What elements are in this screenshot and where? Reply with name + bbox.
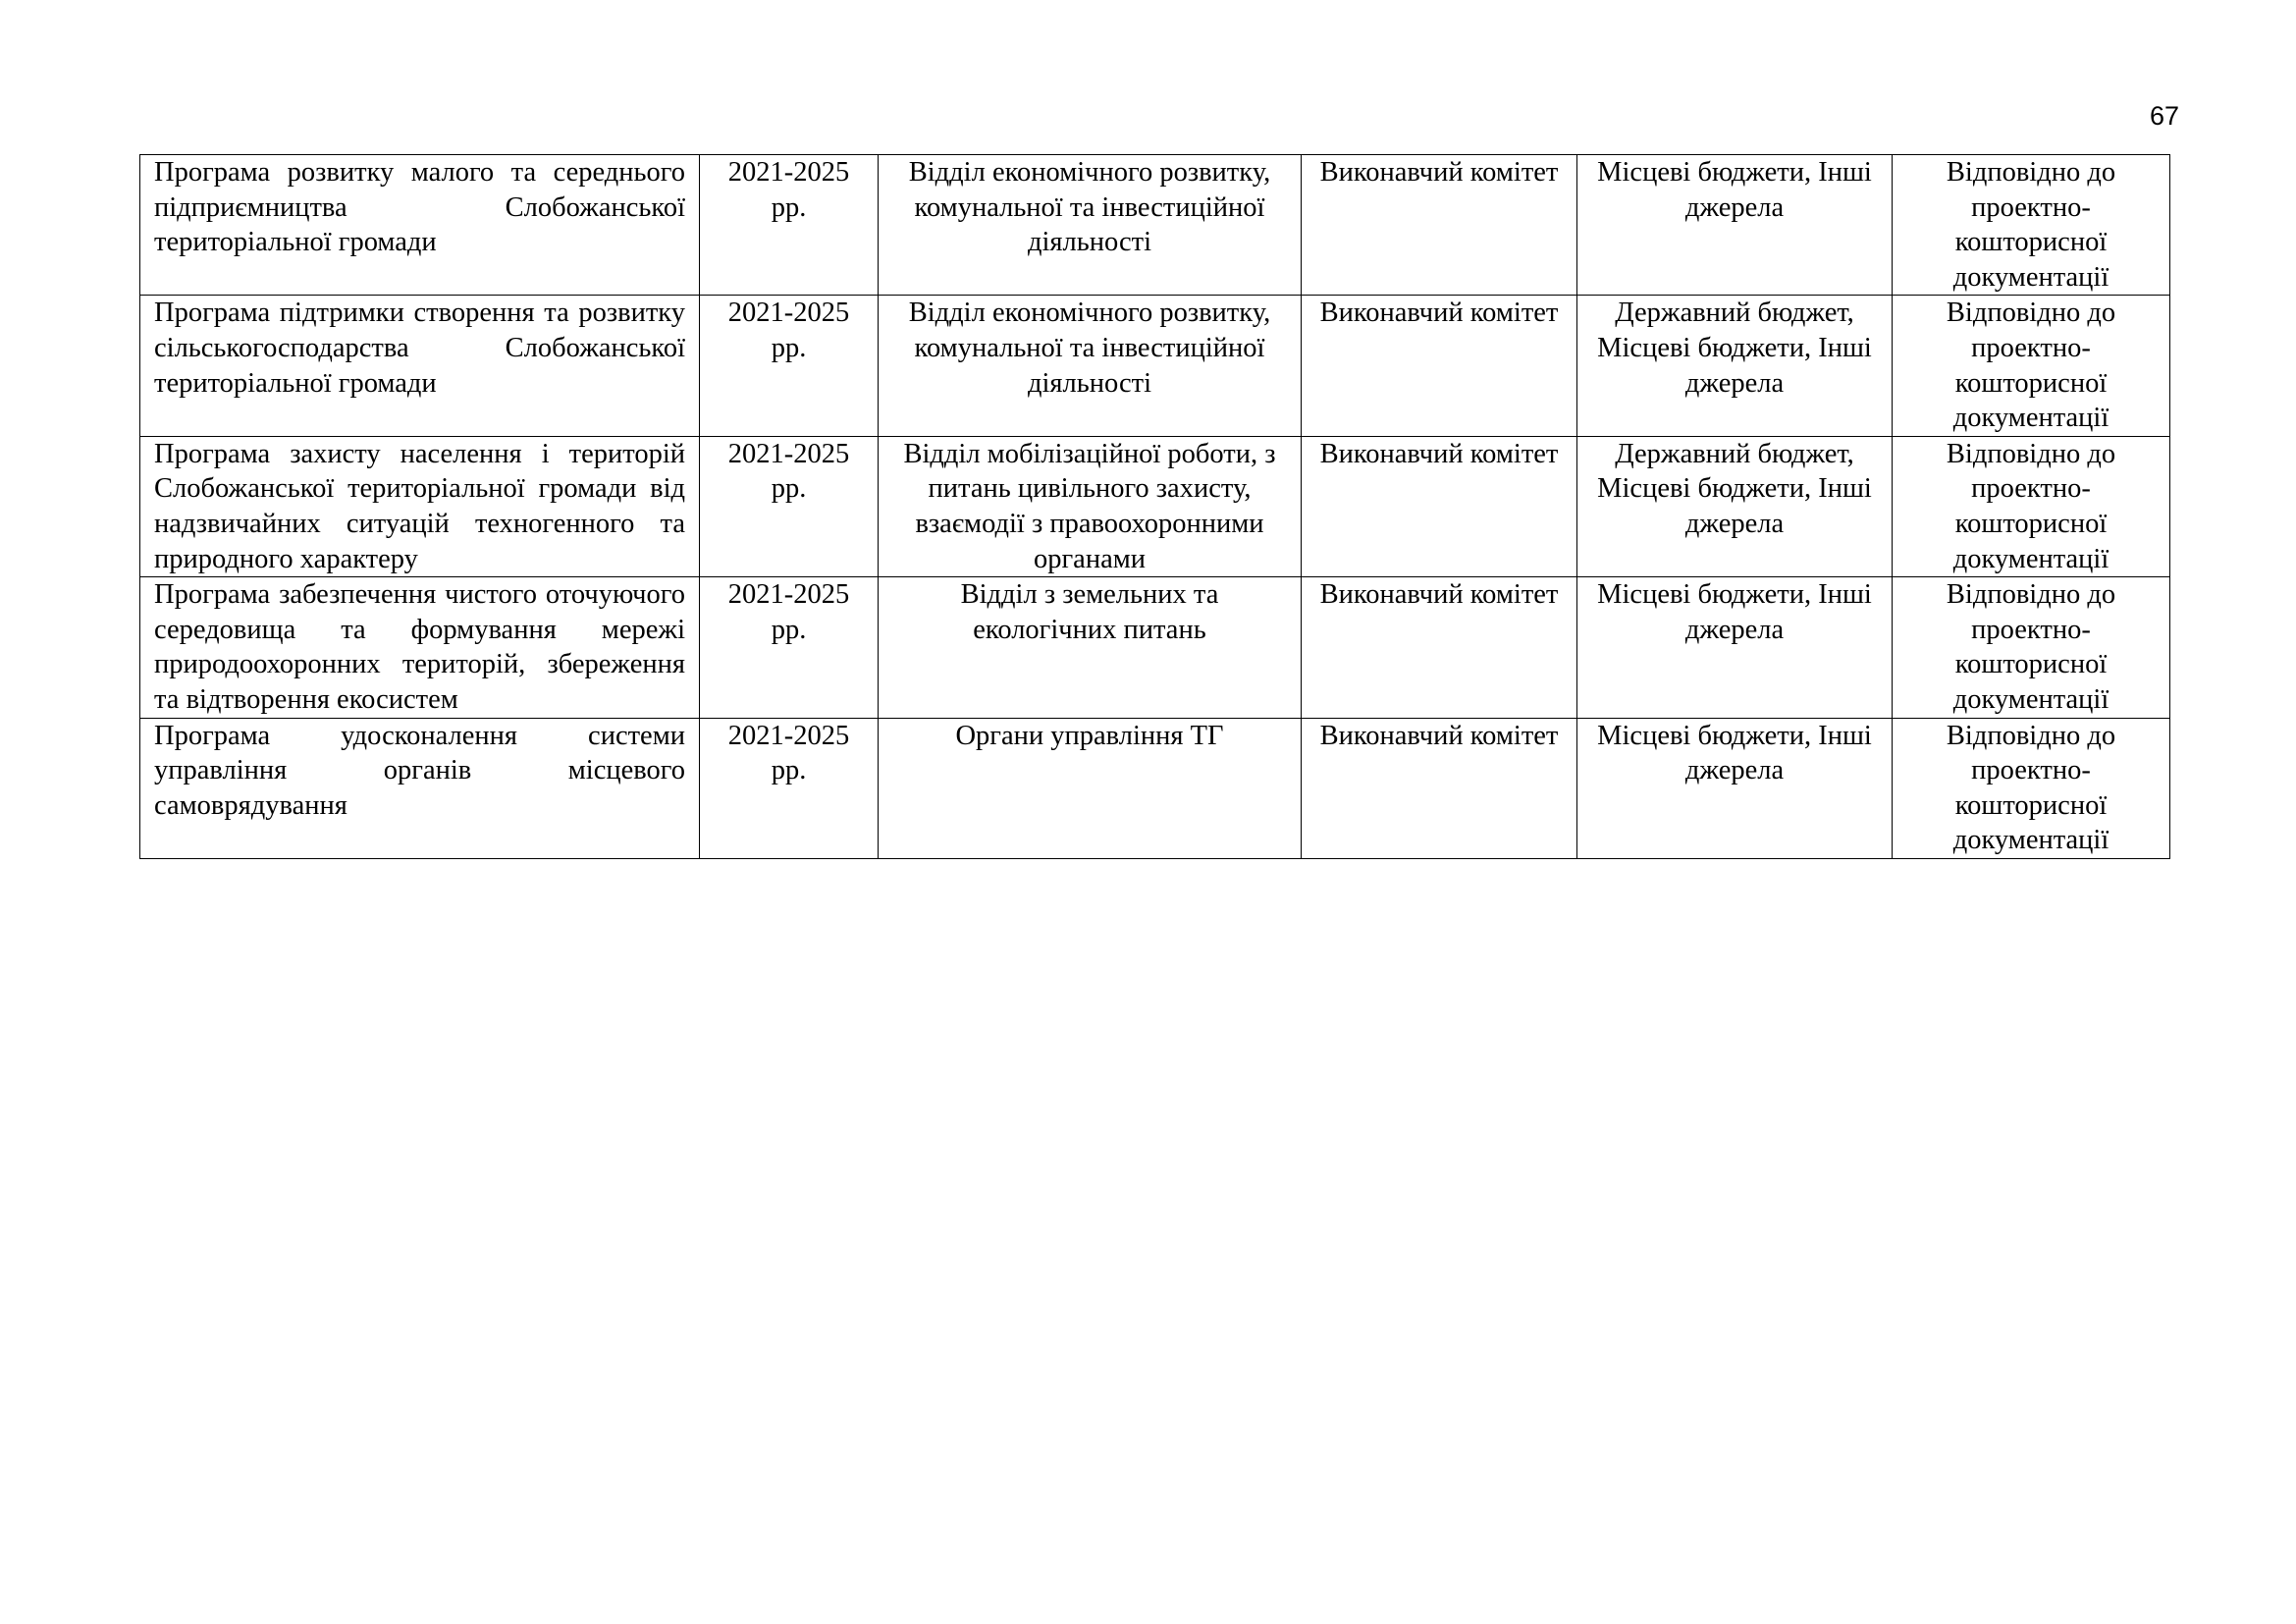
program-name: Програма удосконалення системи управління органів місцевого самоврядування [154,720,685,821]
responsible: Виконавчий комітет [1319,157,1559,188]
programs-table [139,154,2170,859]
period-cell [700,436,879,576]
executor: Відділ економічного розвитку, комунальної та інвестиційної діяльності [908,298,1271,399]
program-name-cell [140,718,700,858]
responsible: Виконавчий комітет [1319,438,1559,469]
funding-cell [1577,718,1893,858]
responsible-cell [1302,296,1577,436]
funding-sources: Місцеві бюджети, Інші джерела [1597,720,1872,786]
responsible-cell [1302,436,1577,576]
program-name-cell [140,155,700,296]
funding-cell [1577,296,1893,436]
funding-sources: Місцеві бюджети, Інші джерела [1597,157,1872,223]
table-row [140,577,2170,718]
responsible-cell [1302,155,1577,296]
responsible-cell [1302,718,1577,858]
program-name-cell [140,436,700,576]
executor-cell [879,296,1302,436]
responsible: Виконавчий комітет [1319,298,1559,329]
funding-volume: Відповідно до проектно-кошторисної документації [1946,157,2116,293]
funding-sources: Місцеві бюджети, Інші джерела [1597,579,1872,645]
program-name: Програма розвитку малого та середнього підприємництва Слобожанської територіальної громади [154,157,685,258]
period: 2021-2025 рр. [727,298,850,363]
funding-volume: Відповідно до проектно-кошторисної документації [1946,720,2116,856]
program-name-cell [140,577,700,718]
period: 2021-2025 рр. [727,579,850,645]
program-name-cell [140,296,700,436]
program-name: Програма забезпечення чистого оточуючого середовища та формування мережі природоохоронних територій, збереження та відтворення екосистем [154,579,685,715]
volume-cell [1893,155,2170,296]
program-name: Програма підтримки створення та розвитку сільськогосподарства Слобожанської територіальної громади [154,298,685,399]
period-cell [700,718,879,858]
executor-cell [879,718,1302,858]
period-cell [700,296,879,436]
funding-cell [1577,155,1893,296]
period-cell [700,577,879,718]
executor-cell [879,436,1302,576]
program-name: Програма захисту населення і територій Слобожанської територіальної громади від надзвичайних ситуацій техногенного та природного характеру [154,438,685,574]
table-row [140,155,2170,296]
funding-volume: Відповідно до проектно-кошторисної документації [1946,438,2116,574]
period: 2021-2025 рр. [727,720,850,786]
volume-cell [1893,436,2170,576]
volume-cell [1893,718,2170,858]
volume-cell [1893,296,2170,436]
executor: Відділ економічного розвитку, комунальної та інвестиційної діяльності [908,157,1271,258]
funding-cell [1577,577,1893,718]
period: 2021-2025 рр. [727,438,850,505]
funding-volume: Відповідно до проектно-кошторисної документації [1946,298,2116,434]
period: 2021-2025 рр. [727,157,850,223]
table-row [140,436,2170,576]
funding-sources: Державний бюджет, Місцеві бюджети, Інші джерела [1597,298,1872,399]
responsible: Виконавчий комітет [1319,720,1559,751]
funding-volume: Відповідно до проектно-кошторисної документації [1946,579,2116,715]
period-cell [700,155,879,296]
responsible: Виконавчий комітет [1319,579,1559,611]
responsible-cell [1302,577,1577,718]
executor: Органи управління ТГ [955,720,1224,751]
funding-cell [1577,436,1893,576]
executor: Відділ з земельних та екологічних питань [960,579,1219,645]
table-row [140,296,2170,436]
executor-cell [879,155,1302,296]
table-row [140,718,2170,858]
page-number: 67 [2149,101,2179,131]
executor: Відділ мобілізаційної роботи, з питань цивільного захисту, взаємодії з правоохоронними органами [903,438,1276,574]
executor-cell [879,577,1302,718]
volume-cell [1893,577,2170,718]
funding-sources: Державний бюджет, Місцеві бюджети, Інші джерела [1597,438,1872,539]
